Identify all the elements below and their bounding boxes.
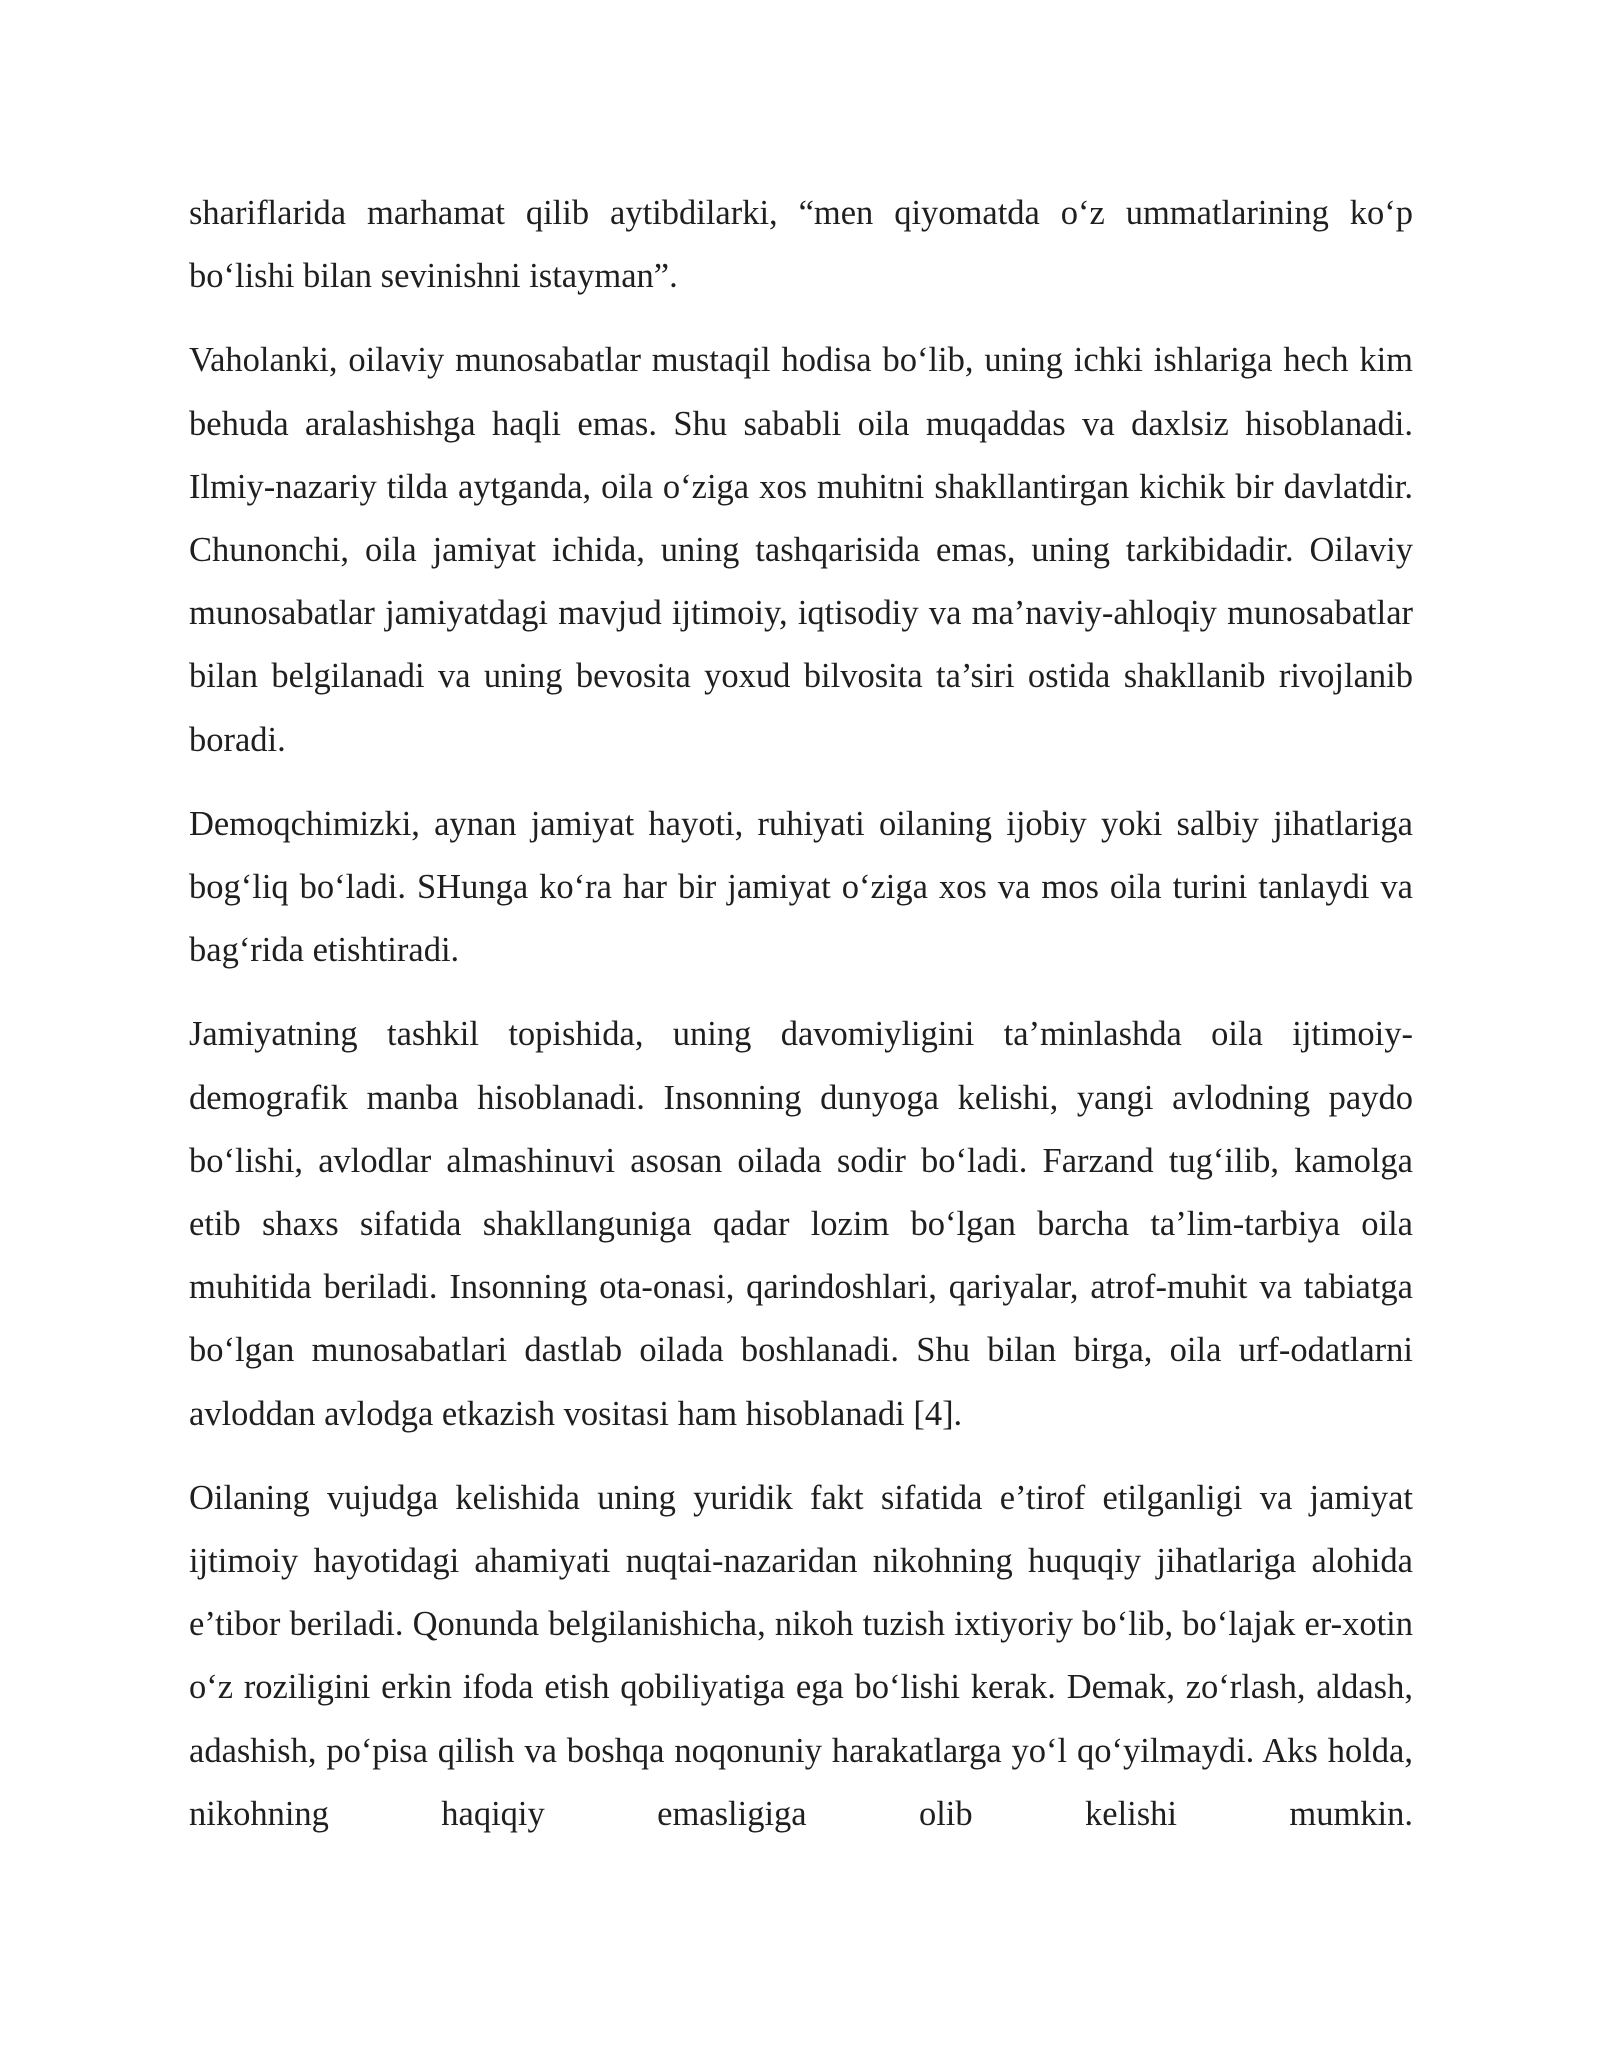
paragraph-5: Oilaning vujudga kelishida uning yuridik fakt sifatida e’tirof etilganligi va jamiyat ijtimoiy hayotidagi ahamiyati nuqtai-nazaridan nikohning huquqiy jihatlariga alohida e’tibor beriladi. Qonunda belgilanishicha, nikoh tuzish ixtiyoriy bo‘lib, bo‘lajak er-xotin o‘z roziligini erkin ifoda etish qobiliyatiga ega bo‘lishi kerak. Demak, zo‘rlash, aldash, adashish, po‘pisa qilish va boshqa noqonuniy harakatlarga yo‘l qo‘yilmaydi. Aks holda, nikohning haqiqiy emasligiga olib kelishi mumkin. xyxy=(189,1478,1413,1833)
paragraph-2: Vaholanki, oilaviy munosabatlar mustaqil hodisa bo‘lib, uning ichki ishlariga hech kim behuda aralashishga haqli emas. Shu sababli oila muqaddas va daxlsiz hisoblanadi. Ilmiy-nazariy tilda aytganda, oila o‘ziga xos muhitni shakllantirgan kichik bir davlatdir. Chunonchi, oila jamiyat ichida, uning tashqarisida emas, uning tarkibidadir. Oilaviy munosabatlar jamiyatdagi mavjud ijtimoiy, iqtisodiy va ma’naviy-ahloqiy munosabatlar bilan belgilanadi va uning bevosita yoxud bilvosita ta’siri ostida shakllanib rivojlanib boradi. xyxy=(189,341,1413,759)
paragraph-3: Demoqchimizki, aynan jamiyat hayoti, ruhiyati oilaning ijobiy yoki salbiy jihatlariga bog‘liq bo‘ladi. SHunga ko‘ra har bir jamiyat o‘ziga xos va mos oila turini tanlaydi va bag‘rida etishtiradi. xyxy=(189,804,1413,970)
document-body xyxy=(189,182,1413,1846)
paragraph-1: shariflarida marhamat qilib aytibdilarki, “men qiyomatda o‘z ummatlarining ko‘p bo‘lishi bilan sevinishni istayman”. xyxy=(189,194,1413,296)
paragraph-4: Jamiyatning tashkil topishida, uning davomiyligini ta’minlashda oila ijtimoiy-demografik manba hisoblanadi. Insonning dunyoga kelishi, yangi avlodning paydo bo‘lishi, avlodlar almashinuvi asosan oilada sodir bo‘ladi. Farzand tug‘ilib, kamolga etib shaxs sifatida shakllanguniga qadar lozim bo‘lgan barcha ta’lim-tarbiya oila muhitida beriladi. Insonning ota-onasi, qarindoshlari, qariyalar, atrof-muhit va tabiatga bo‘lgan munosabatlari dastlab oilada boshlanadi. Shu bilan birga, oila urf-odatlarni avloddan avlodga etkazish vositasi ham hisoblanadi [4]. xyxy=(189,1015,1413,1433)
